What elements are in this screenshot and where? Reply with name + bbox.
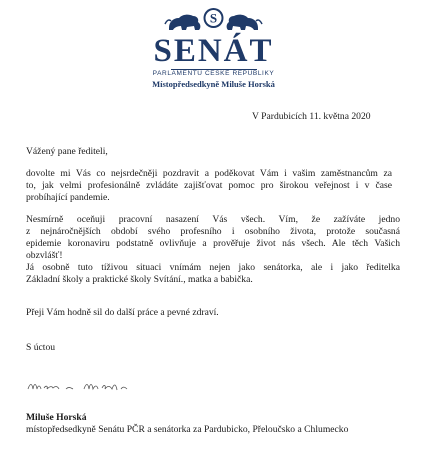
paragraph-line: z nejnáročnějších období svého profesního i osobního života, protože současná [26, 226, 400, 237]
office-title: Místopředsedkyně Miluše Horská [152, 79, 275, 89]
paragraph-line: dovolte mi Vás co nejsrdečněji pozdravit a poděkovat Vám i vašim zaměstnancům za [26, 168, 392, 179]
signer-name: Miluše Horská [26, 412, 87, 423]
signature-image [26, 377, 136, 395]
paragraph-line: Já osobně tuto tíživou situaci vnímám nejen jako senátorka, ale i jako ředitelka [26, 262, 400, 273]
signer-role: místopředsedkyně Senátu PČR a senátorka za Pardubicko, Přeloučsko a Chlumecko [26, 424, 349, 435]
svg-text:S: S [209, 10, 218, 26]
paragraph-line: Základní školy a praktické školy Svítání., matka a babička. [26, 274, 253, 285]
paragraph-line: to, jak velmi profesionálně zvládáte zajišťovat pomoc pro širokou veřejnost i v čase [26, 180, 392, 191]
letter-date: V Pardubicích 11. května 2020 [252, 111, 371, 122]
paragraph-line: probíhající pandemie. [26, 192, 110, 203]
paragraph-line: Nesmírně oceňuji pracovní nasazení Vás všech. Vím, že zažíváte jedno [26, 214, 400, 225]
salutation: Vážený pane řediteli, [26, 146, 108, 157]
closing: S úctou [26, 342, 56, 353]
senate-emblem-icon [163, 6, 264, 32]
senate-title: SENÁT [153, 33, 274, 69]
wish-line: Přeji Vám hodně sil do další práce a pevné zdraví. [26, 307, 219, 318]
paragraph-line: obzvlášť! [26, 250, 63, 261]
paragraph-line: epidemie koronaviru podstatně ovlivňuje a prověřuje život nás všech. Ale těch Vašich [26, 238, 400, 249]
parliament-subtitle: PARLAMENTU ČESKÉ REPUBLIKY [152, 70, 275, 77]
